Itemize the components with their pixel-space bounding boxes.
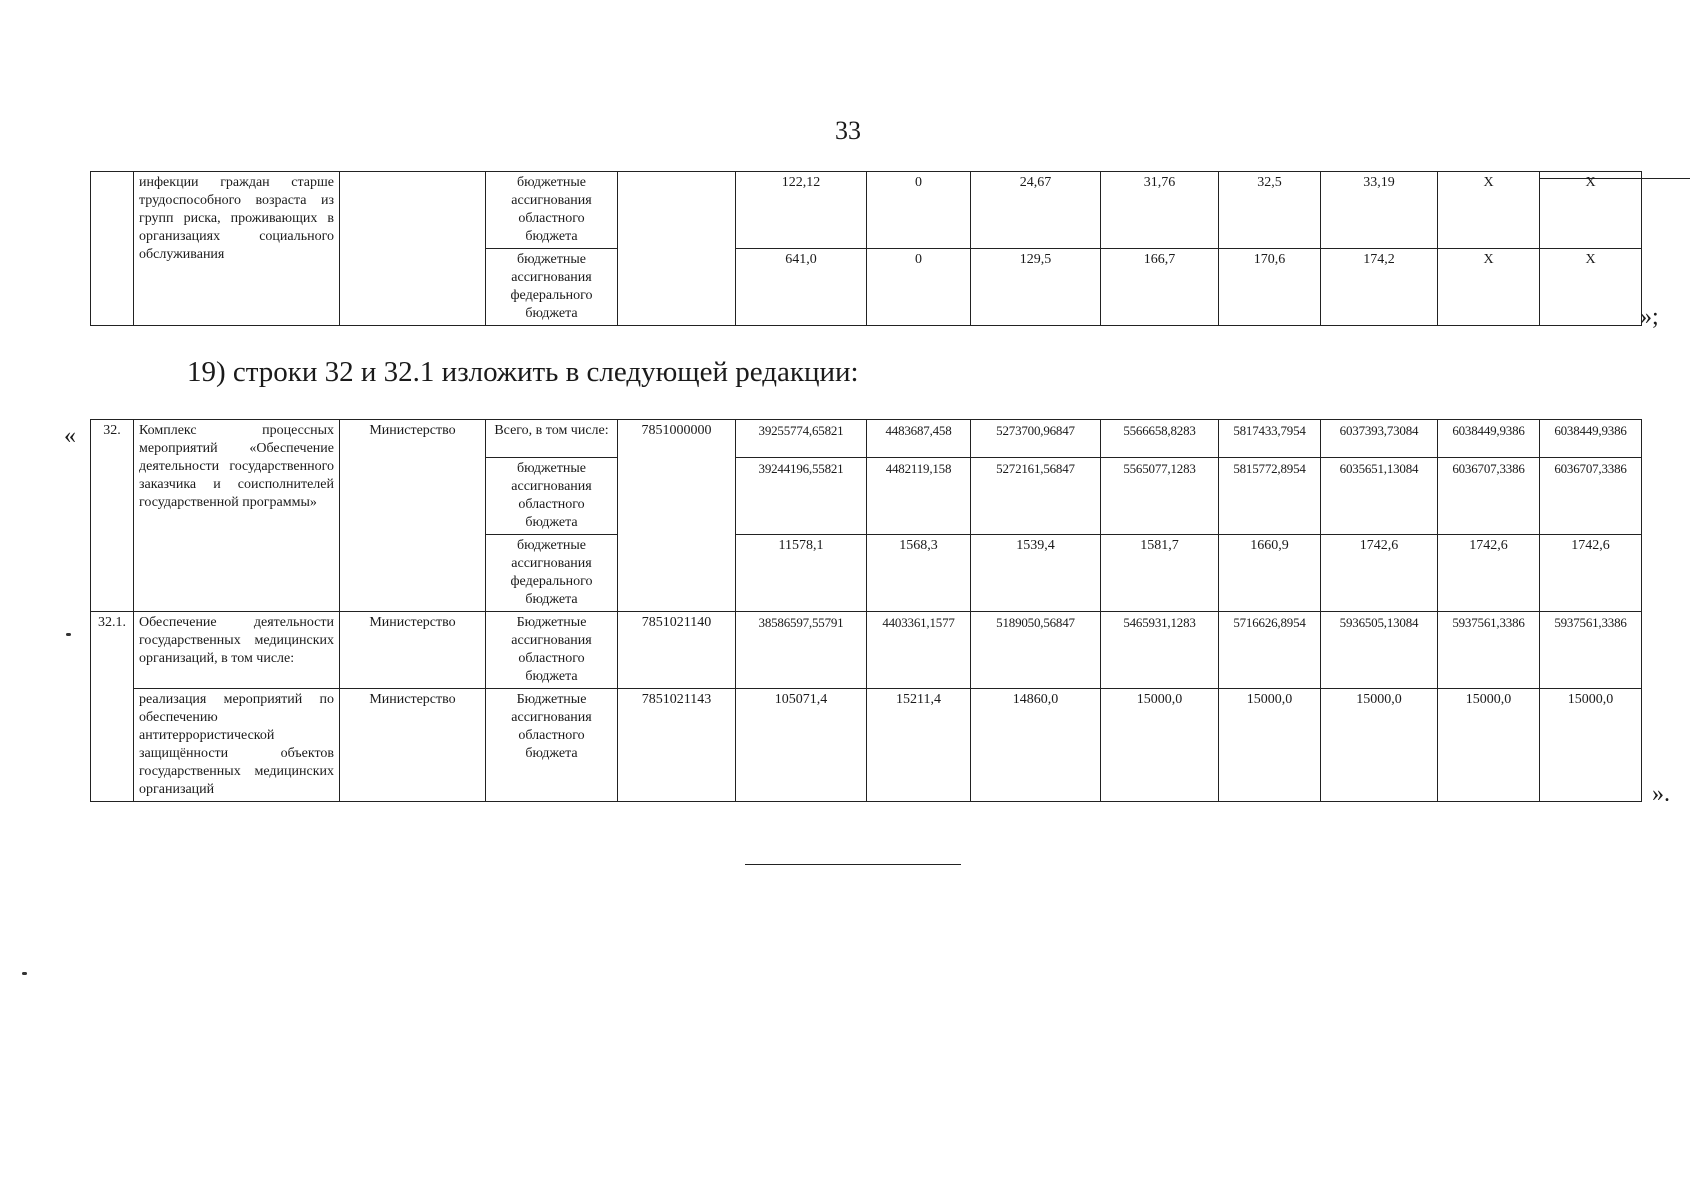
value-cell: 6036707,3386 [1438,458,1540,535]
code-cell: 7851021140 [618,612,736,689]
opening-quote: « [64,423,76,449]
value-cell: 5937561,3386 [1540,612,1642,689]
table-row [91,612,1642,689]
value-cell: 1539,4 [971,535,1101,612]
value-cell: 105071,4 [736,689,867,802]
executor-cell: Министерство [340,612,486,689]
executor-cell [340,172,486,326]
code-cell: 7851021143 [618,689,736,802]
value-cell: 1581,7 [1101,535,1219,612]
value-cell: 174,2 [1321,249,1438,326]
value-cell: Х [1438,249,1540,326]
value-cell: 641,0 [736,249,867,326]
funding-source-cell: бюджетные ассигнования областного бюджета [486,458,618,535]
amended-rows-table [90,419,1642,802]
value-cell: 24,67 [971,172,1101,249]
value-cell: 4482119,158 [867,458,971,535]
value-cell: 15000,0 [1321,689,1438,802]
amendment-instruction: 19) строки 32 и 32.1 изложить в следующей редакции: [187,356,859,388]
value-cell: 6037393,73084 [1321,420,1438,458]
table-row [91,689,1642,802]
value-cell: 14860,0 [971,689,1101,802]
value-cell: 31,76 [1101,172,1219,249]
value-cell: Х [1438,172,1540,249]
end-divider [745,864,961,865]
scan-speck [66,633,71,636]
value-cell: 32,5 [1219,172,1321,249]
row-index-cell: 32.1. [91,612,134,802]
funding-source-cell: Бюджетные ассигнования областного бюджета [486,612,618,689]
value-cell: Х [1540,249,1642,326]
value-cell: 4403361,1577 [867,612,971,689]
executor-cell: Министерство [340,689,486,802]
value-cell: 6036707,3386 [1540,458,1642,535]
value-cell: 15000,0 [1438,689,1540,802]
table-row [91,420,1642,458]
value-cell: 6038449,9386 [1540,420,1642,458]
executor-cell: Министерство [340,420,486,612]
value-cell: 5272161,56847 [971,458,1101,535]
item-name-cell: Обеспечение деятельности государственных медицинских организаций, в том числе: [134,612,340,689]
value-cell: 5273700,96847 [971,420,1101,458]
value-cell: 6038449,9386 [1438,420,1540,458]
table-row [91,172,1642,249]
funding-source-cell: Бюджетные ассигнования областного бюджета [486,689,618,802]
value-cell: 5565077,1283 [1101,458,1219,535]
value-cell: 5937561,3386 [1438,612,1540,689]
value-cell: 122,12 [736,172,867,249]
value-cell: 1742,6 [1438,535,1540,612]
page-number: 33 [835,116,861,145]
value-cell: 5716626,8954 [1219,612,1321,689]
item-name-cell: реализация мероприятий по обеспечению антитеррористической защищённости объектов государственных медицинских организаций [134,689,340,802]
funding-source-cell: бюджетные ассигнования областного бюджета [486,172,618,249]
value-cell: 5817433,7954 [1219,420,1321,458]
value-cell: 5189050,56847 [971,612,1101,689]
value-cell: 38586597,55791 [736,612,867,689]
scan-speck [22,972,27,975]
funding-source-cell: бюджетные ассигнования федерального бюджета [486,249,618,326]
value-cell: 1660,9 [1219,535,1321,612]
value-cell: 15000,0 [1540,689,1642,802]
row-index-cell: 32. [91,420,134,612]
value-cell: 15000,0 [1219,689,1321,802]
value-cell: 166,7 [1101,249,1219,326]
code-cell [618,172,736,326]
value-cell: 170,6 [1219,249,1321,326]
value-cell: 15000,0 [1101,689,1219,802]
value-cell: 5465931,1283 [1101,612,1219,689]
item-name-cell: инфекции граждан старше трудоспособного возраста из групп риска, проживающих в организациях социального обслуживания [134,172,340,326]
code-cell: 7851000000 [618,420,736,612]
value-cell: 1742,6 [1321,535,1438,612]
value-cell: 4483687,458 [867,420,971,458]
value-cell: 1742,6 [1540,535,1642,612]
value-cell: 5566658,8283 [1101,420,1219,458]
closing-quote: »; [1640,304,1659,330]
value-cell: 0 [867,172,971,249]
value-cell: Х [1540,172,1642,249]
value-cell: 11578,1 [736,535,867,612]
value-cell: 1568,3 [867,535,971,612]
value-cell: 15211,4 [867,689,971,802]
value-cell: 39255774,65821 [736,420,867,458]
value-cell: 33,19 [1321,172,1438,249]
funding-source-cell: бюджетные ассигнования федерального бюджета [486,535,618,612]
value-cell: 129,5 [971,249,1101,326]
continuation-table [90,171,1642,326]
item-name-cell: Комплекс процессных мероприятий «Обеспечение деятельности государственного заказчика и соисполнителей государственной программы» [134,420,340,612]
value-cell: 39244196,55821 [736,458,867,535]
index-cell [91,172,134,326]
closing-quote: ». [1652,781,1670,807]
value-cell: 5936505,13084 [1321,612,1438,689]
funding-source-cell: Всего, в том числе: [486,420,618,458]
value-cell: 6035651,13084 [1321,458,1438,535]
value-cell: 0 [867,249,971,326]
value-cell: 5815772,8954 [1219,458,1321,535]
